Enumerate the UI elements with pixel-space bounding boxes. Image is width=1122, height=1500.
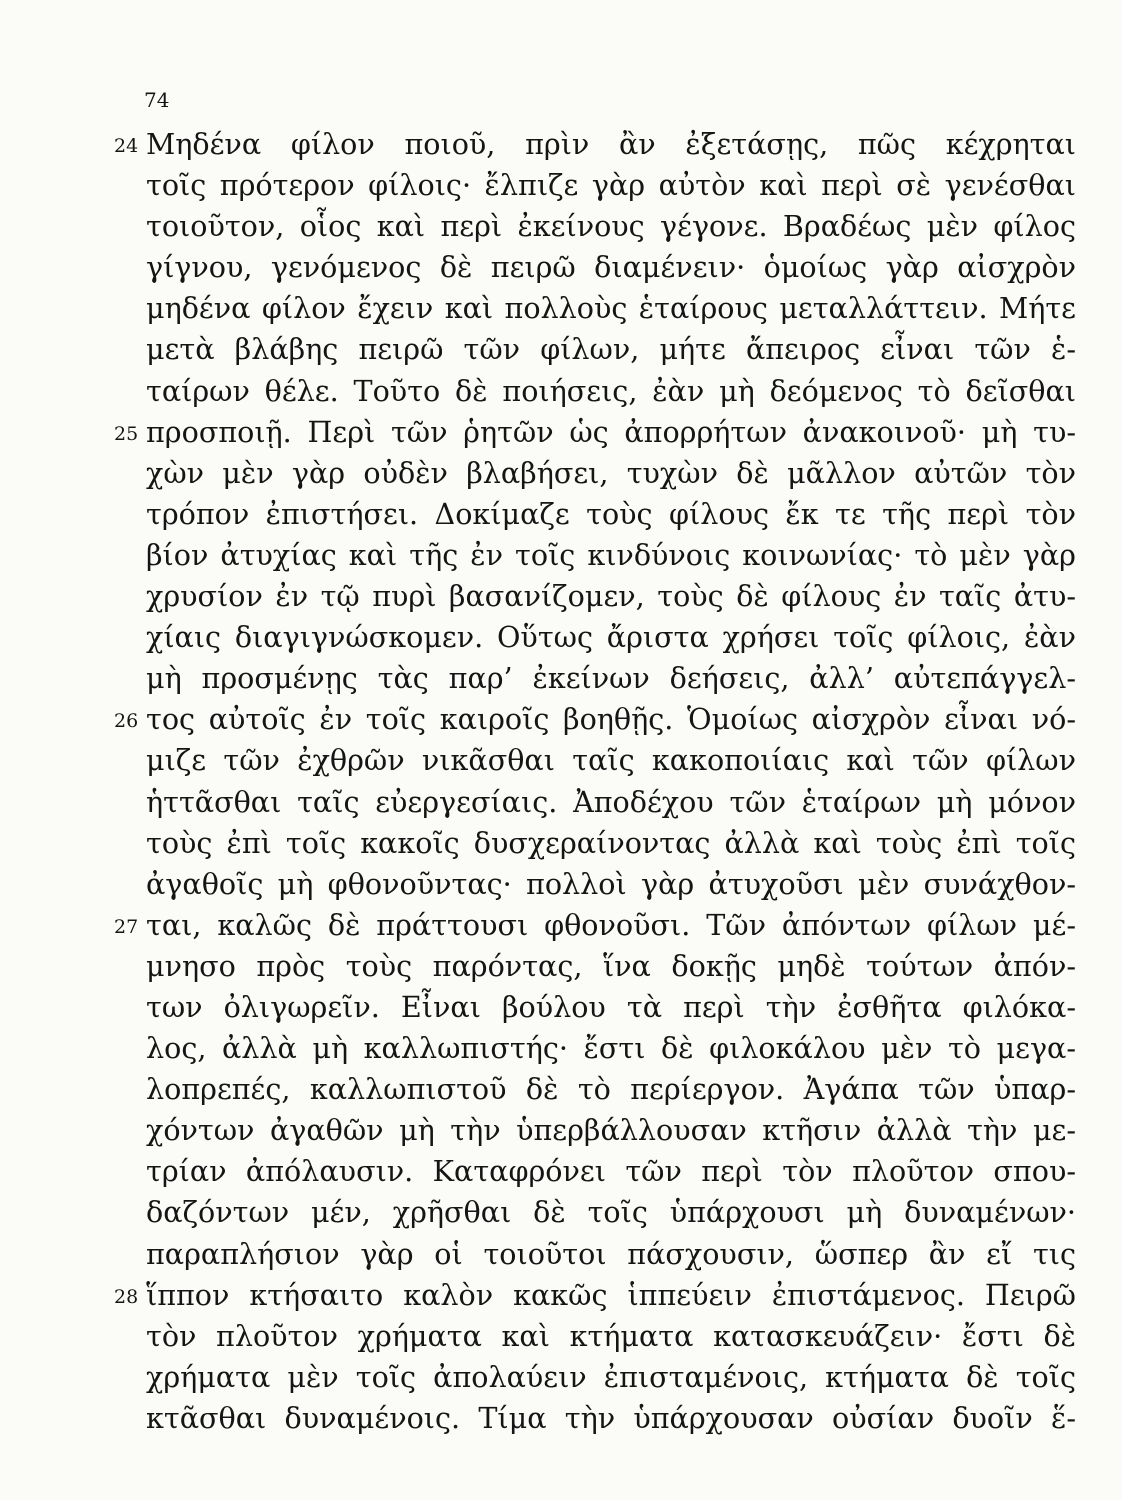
line-text: μνησο πρὸς τοὺς παρόντας, ἵνα δοκῇς μηδὲ τούτων ἀπόν- (146, 948, 1076, 983)
text-line (146, 1110, 1076, 1151)
line-text: τρόπον ἐπιστήσει. Δοκίμαζε τοὺς φίλους ἔκ τε τῆς περὶ τὸν (146, 496, 1076, 531)
line-text: λος, ἀλλὰ μὴ καλλωπιστής· ἔστι δὲ φιλοκάλου μὲν τὸ μεγα- (146, 1031, 1076, 1066)
text-line (146, 864, 1076, 905)
text-line (146, 329, 1076, 370)
text-line (114, 699, 1076, 740)
section-number: 26 (114, 710, 139, 733)
line-text: των ὀλιγωρεῖν. Εἶναι βούλου τὰ περὶ τὴν ἐσθῆτα φιλόκα- (146, 989, 1076, 1024)
line-text: προσποιῇ. Περὶ τῶν ῥητῶν ὡς ἀπορρήτων ἀνακοινοῦ· μὴ τυ- (146, 414, 1076, 449)
line-text: χίαις διαγιγνώσκομεν. Οὕτως ἄριστα χρήσει τοῖς φίλοις, ἐὰν (146, 620, 1076, 655)
text-line (146, 247, 1076, 288)
line-text: βίον ἀτυχίας καὶ τῆς ἐν τοῖς κινδύνοις κοινωνίας· τὸ μὲν γὰρ (146, 537, 1076, 572)
line-text: τὸν πλοῦτον χρήματα καὶ κτήματα κατασκευάζειν· ἔστι δὲ (146, 1318, 1076, 1353)
text-line (146, 1028, 1076, 1069)
section-number: 25 (114, 422, 139, 445)
line-text: ἡττᾶσθαι ταῖς εὐεργεσίαις. Ἀποδέχου τῶν ἑταίρων μὴ μόνον (146, 784, 1076, 819)
line-text: ἵππον κτήσαιτο καλὸν κακῶς ἱππεύειν ἐπιστάμενος. Πειρῶ (146, 1277, 1076, 1312)
section-number: 27 (114, 915, 139, 938)
section-number: 28 (114, 1285, 139, 1308)
text-line (146, 535, 1076, 576)
text-line (146, 987, 1076, 1028)
line-text: τρίαν ἀπόλαυσιν. Καταφρόνει τῶν περὶ τὸν πλοῦτον σπου- (146, 1154, 1076, 1189)
text-line (114, 412, 1076, 453)
text-line (146, 617, 1076, 658)
line-text: χρήματα μὲν τοῖς ἀπολαύειν ἐπισταμένοις, κτήματα δὲ τοῖς (146, 1359, 1076, 1394)
text-line (146, 165, 1076, 206)
line-text: ἀγαθοῖς μὴ φθονοῦντας· πολλοὶ γὰρ ἀτυχοῦσι μὲν συνάχθον- (146, 866, 1076, 901)
text-line (146, 494, 1076, 535)
text-line (114, 124, 1076, 165)
line-text: δαζόντων μέν, χρῆσθαι δὲ τοῖς ὑπάρχουσι μὴ δυναμένων· (146, 1195, 1076, 1230)
text-line (146, 1069, 1076, 1110)
line-text: μὴ προσμένῃς τὰς παρ’ ἐκείνων δεήσεις, ἀλλ’ αὐτεπάγγελ- (146, 661, 1076, 696)
text-line (146, 740, 1076, 781)
line-text: μιζε τῶν ἐχθρῶν νικᾶσθαι ταῖς κακοποιίαις καὶ τῶν φίλων (146, 743, 1076, 778)
text-line (146, 1398, 1076, 1439)
line-text: τοῖς πρότερον φίλοις· ἔλπιζε γὰρ αὐτὸν καὶ περὶ σὲ γενέσθαι (146, 168, 1076, 203)
text-line (146, 371, 1076, 412)
line-text: χρυσίον ἐν τῷ πυρὶ βασανίζομεν, τοὺς δὲ φίλους ἐν ταῖς ἀτυ- (146, 579, 1076, 614)
line-text: τοὺς ἐπὶ τοῖς κακοῖς δυσχεραίνοντας ἀλλὰ καὶ τοὺς ἐπὶ τοῖς (146, 825, 1076, 860)
line-text: γίγνου, γενόμενος δὲ πειρῶ διαμένειν· ὁμοίως γὰρ αἰσχρὸν (146, 250, 1076, 285)
line-text: Μηδένα φίλον ποιοῦ, πρὶν ἂν ἐξετάσῃς, πῶς κέχρηται (146, 127, 1076, 161)
text-line (146, 1151, 1076, 1192)
text-line (114, 1275, 1076, 1316)
line-text: λοπρεπές, καλλωπιστοῦ δὲ τὸ περίεργον. Ἀγάπα τῶν ὑπαρ- (146, 1072, 1076, 1107)
line-text: μετὰ βλάβης πειρῶ τῶν φίλων, μήτε ἄπειρος εἶναι τῶν ἑ- (146, 332, 1076, 367)
text-line (146, 1192, 1076, 1233)
text-line (146, 946, 1076, 987)
text-line (146, 206, 1076, 247)
text-line (146, 782, 1076, 823)
text-line (146, 1357, 1076, 1398)
text-line (146, 453, 1076, 494)
line-text: χόντων ἀγαθῶν μὴ τὴν ὑπερβάλλουσαν κτῆσιν ἀλλὰ τὴν με- (146, 1113, 1076, 1148)
text-line (146, 823, 1076, 864)
line-text: τοιοῦτον, οἷος καὶ περὶ ἐκείνους γέγονε. Βραδέως μὲν φίλος (146, 209, 1076, 244)
text-line (146, 1316, 1076, 1357)
section-number: 24 (114, 135, 139, 157)
body-text (114, 124, 1076, 1439)
line-text: τος αὐτοῖς ἐν τοῖς καιροῖς βοηθῇς. Ὁμοίως αἰσχρὸν εἶναι νό- (146, 702, 1076, 737)
line-text: ται, καλῶς δὲ πράττουσι φθονοῦσι. Τῶν ἀπόντων φίλων μέ- (146, 907, 1076, 942)
text-line (146, 658, 1076, 699)
text-line (146, 288, 1076, 329)
line-text: χὼν μὲν γὰρ οὐδὲν βλαβήσει, τυχὼν δὲ μᾶλλον αὐτῶν τὸν (146, 455, 1076, 490)
text-line (146, 576, 1076, 617)
text-line (114, 905, 1076, 946)
line-text: παραπλήσιον γὰρ οἱ τοιοῦτοι πάσχουσιν, ὥσπερ ἂν εἴ τις (146, 1236, 1076, 1271)
text-line (146, 1234, 1076, 1275)
line-text: ταίρων θέλε. Τοῦτο δὲ ποιήσεις, ἐὰν μὴ δεόμενος τὸ δεῖσθαι (146, 373, 1076, 408)
line-text: μηδένα φίλον ἔχειν καὶ πολλοὺς ἑταίρους μεταλλάττειν. Μήτε (146, 291, 1076, 326)
line-text: κτᾶσθαι δυναμένοις. Τίμα τὴν ὑπάρχουσαν οὐσίαν δυοῖν ἕ- (146, 1400, 1076, 1435)
page-number: 74 (144, 88, 170, 112)
